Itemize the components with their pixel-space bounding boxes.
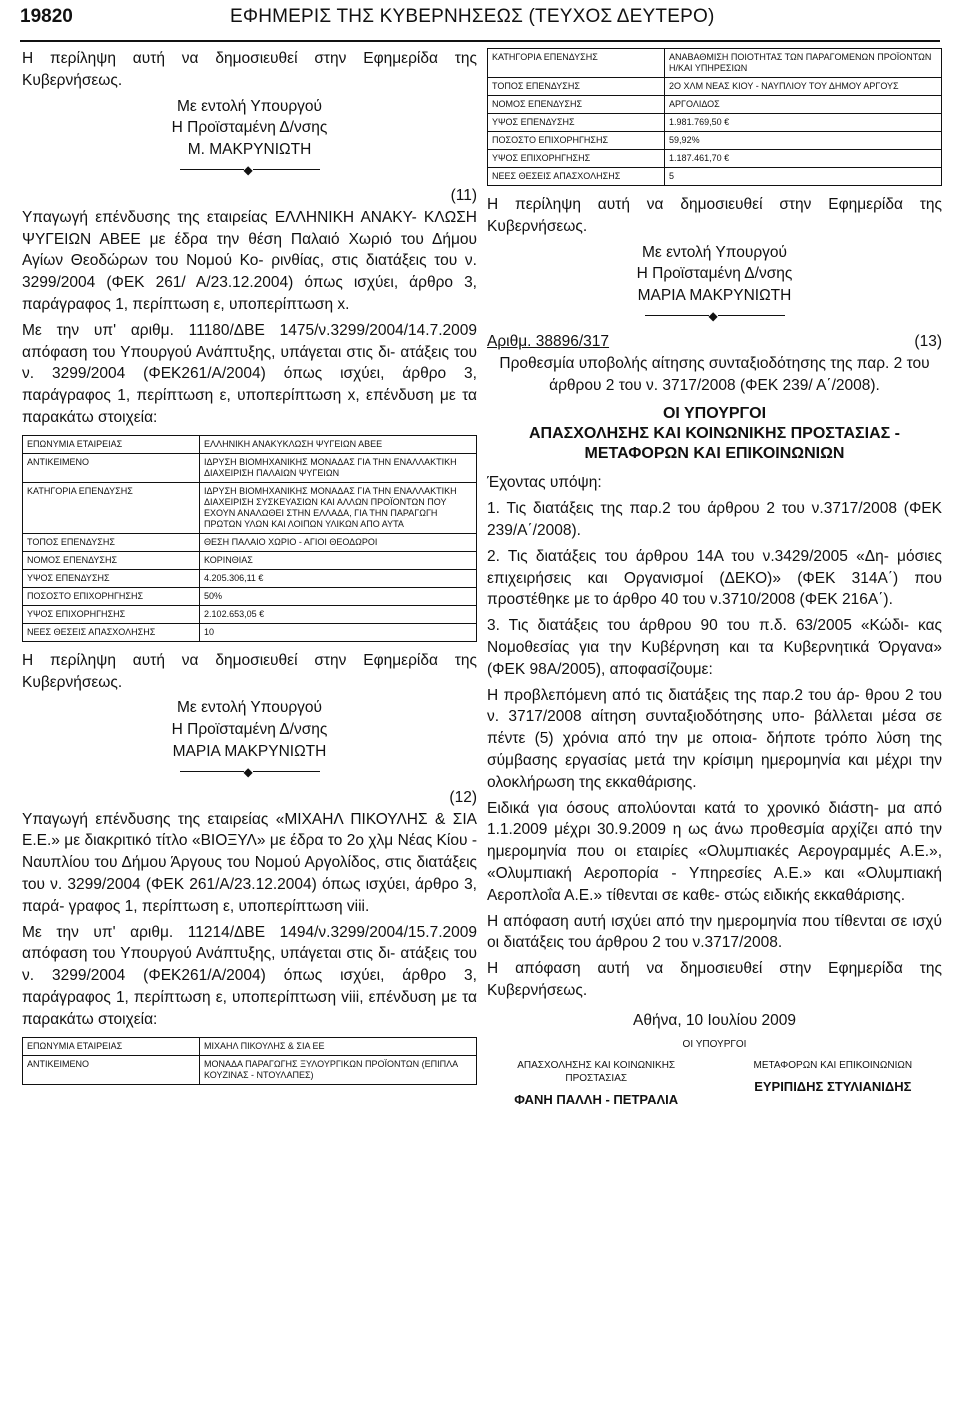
investment-table-12 <box>22 1037 477 1085</box>
section-subject: Υπαγωγή επένδυσης της εταιρείας ΕΛΛΗΝΙΚΗ ΑΝΑΚΥ- ΚΛΩΣΗ ΨΥΓΕΙΩΝ ΑΒΕΕ με έδρα την θέση Παλαιό Χωριό του Δήμου Αγίων Θεοδώρων του Νομού Κο- ρινθίας, στις διατάξεις του ν. 3299/2004 (ΦΕΚ 261/ Α/23.12.2004) όπως ισχύει, άρθρο 3, παράγραφος 1, περίπτωση ε, υποπερίπτωση x. <box>22 208 477 313</box>
signature-name: ΜΑΡΙΑ ΜΑΚΡΥΝΙΩΤΗ <box>172 742 327 760</box>
table-row <box>488 168 942 186</box>
section-divider <box>645 309 785 323</box>
decision-paragraph: Η προβλεπόμενη από τις διατάξεις της παρ.2 του άρ- θρου 2 του ν. 3717/2008 αίτηση συνταξιοδότησης υπο- βάλλεται μέσα σε πέντε (5) χρόνια από την με οποια- δήποτε τρόπο λύση της σύμβασης εργασίας μετά την κρίσιμη ημερομηνία και μέχρι την ολοκλήρωση της εκκαθάρισης. <box>487 686 942 791</box>
left-column <box>22 48 477 1093</box>
table-row <box>488 114 942 132</box>
table-key-cell: ΑΝΤΙΚΕΙΜΕΝΟ <box>23 1055 200 1084</box>
running-title: ΕΦΗΜΕΡΙΣ ΤΗΣ ΚΥΒΕΡΝΗΣΕΩΣ (ΤΕΥΧΟΣ ΔΕΥΤΕΡΟ) <box>230 6 715 27</box>
table-value-cell: ΚΟΡΙΝΘΙΑΣ <box>200 551 477 569</box>
table-row <box>488 49 942 78</box>
table-value-cell: 50% <box>200 587 477 605</box>
table-row <box>488 78 942 96</box>
table-row <box>488 150 942 168</box>
table-value-cell: 59,92% <box>665 132 942 150</box>
section-subject: Προθεσμία υποβολής αίτησης συνταξιοδότησης της παρ. 2 του άρθρου 2 του ν. 3717/2008 (ΦΕΚ 239/ Α΄/2008). <box>499 354 930 394</box>
diamond-icon: ◆ <box>243 162 253 177</box>
consideration-item: 3. Τις διατάξεις του άρθρου 90 του π.δ. 63/2005 «Κώδι- κας Νομοθεσίας για την Κυβέρνηση και τα Κυβερνητικά Όργανα» (ΦΕΚ 98Α/2005), αποφασίζουμε: <box>487 617 942 678</box>
table-key-cell: ΝΟΜΟΣ ΕΠΕΝΔΥΣΗΣ <box>23 551 200 569</box>
table-row <box>23 587 477 605</box>
decision-paragraph: Ειδικά για όσους απολύονται κατά το χρονικό διάστη- μα από 1.1.2009 μέχρι 30.9.2009 η ως άνω προθεσμία αρχίζει από την ημερομηνία που οι εταιρίες «Ολυμπιακές Αερογραμμές Α.Ε.», «Ολυμπιακή Αεροπορία - Υπηρεσίες Α.Ε.» και «Ολυμπιακή Αεροπλοΐα Α.Ε.» τίθενται σε καθε- στώς ειδικής εκκαθάρισης. <box>487 799 942 904</box>
signature-name: Μ. ΜΑΚΡΥΝΙΩΤΗ <box>187 141 312 159</box>
diamond-icon: ◆ <box>243 764 253 779</box>
signatory-ministry: ΑΠΑΣΧΟΛΗΣΗΣ ΚΑΙ ΚΟΙΝΩΝΙΚΗΣ ΠΡΟΣΤΑΣΙΑΣ <box>517 1059 676 1084</box>
publish-note: Η περίληψη αυτή να δημοσιευθεί στην Εφημερίδα της Κυβερνήσεως. <box>22 651 477 691</box>
table-key-cell: ΥΨΟΣ ΕΠΕΝΔΥΣΗΣ <box>23 569 200 587</box>
signature-by-order: Με εντολή Υπουργού <box>177 699 322 717</box>
table-value-cell: 2.102.653,05 € <box>200 605 477 623</box>
table-value-cell: 5 <box>665 168 942 186</box>
table-value-cell: ΙΔΡΥΣΗ ΒΙΟΜΗΧΑΝΙΚΗΣ ΜΟΝΑΔΑΣ ΓΙΑ ΤΗΝ ΕΝΑΛΛΑΚΤΙΚΗ ΔΙΑΧΕΙΡΙΣΗ ΠΑΛΑΙΩΝ ΨΥΓΕΙΩΝ <box>200 453 477 482</box>
table-value-cell: 2Ο ΧΛΜ ΝΕΑΣ ΚΙΟΥ - ΝΑΥΠΛΙΟΥ ΤΟΥ ΔΗΜΟΥ ΑΡΓΟΥΣ <box>665 78 942 96</box>
ministers-title: ΟΙ ΥΠΟΥΡΓΟΙ <box>662 405 767 423</box>
table-key-cell: ΤΟΠΟΣ ΕΠΕΝΔΥΣΗΣ <box>23 533 200 551</box>
page-number: 19820 <box>20 6 73 27</box>
consideration-item: 1. Τις διατάξεις της παρ.2 του άρθρου 2 του ν.3717/2008 (ΦΕΚ 239/Α΄/2008). <box>487 500 942 539</box>
table-key-cell: ΤΟΠΟΣ ΕΠΕΝΔΥΣΗΣ <box>488 78 665 96</box>
table-row <box>23 623 477 641</box>
table-row <box>23 533 477 551</box>
table-value-cell: 10 <box>200 623 477 641</box>
signature-role: Η Προϊσταμένη Δ/νσης <box>171 721 328 739</box>
table-key-cell: ΝΕΕΣ ΘΕΣΕΙΣ ΑΠΑΣΧΟΛΗΣΗΣ <box>488 168 665 186</box>
table-row <box>23 605 477 623</box>
investment-table-11 <box>22 435 477 642</box>
publish-note: Η περίληψη αυτή να δημοσιευθεί στην Εφημερίδα της Κυβερνήσεως. <box>487 196 942 235</box>
table-value-cell: ΙΔΡΥΣΗ ΒΙΟΜΗΧΑΝΙΚΗΣ ΜΟΝΑΔΑΣ ΓΙΑ ΤΗΝ ΕΝΑΛΛΑΚΤΙΚΗ ΔΙΑΧΕΙΡΙΣΗ ΣΥΣΚΕΥΑΣΙΩΝ ΚΑΙ ΑΛΛΩΝ ΠΡΟΪΟΝΤΩΝ ΠΟΥ ΕΧΟΥΝ ΑΝΑΛΩΘΕΙ ΣΤΗΝ ΕΛΛΑΔΑ, ΓΙΑ ΤΗΝ ΠΑΡΑΓΩΓΗ ΠΡΩΤΩΝ ΥΛΩΝ ΚΑΙ ΛΟΙΠΩΝ ΥΛΙΚΩΝ ΑΠΟ ΑΥΤΑ <box>200 482 477 533</box>
ministries-title: ΑΠΑΣΧΟΛΗΣΗΣ ΚΑΙ ΚΟΙΝΩΝΙΚΗΣ ΠΡΟΣΤΑΣΙΑΣ - ΜΕΤΑΦΟΡΩΝ ΚΑΙ ΕΠΙΚΟΙΝΩΝΙΩΝ <box>528 425 901 463</box>
signatory-2 <box>724 1059 942 1106</box>
section-number: (11) <box>450 186 477 204</box>
section-body: Με την υπ' αριθμ. 11214/ΔΒΕ 1494/ν.3299/2004/15.7.2009 απόφαση του Υπουργού Ανάπτυξης, υπάγεται στις δι- ατάξεις του ν. 3299/2004 (ΦΕΚ261/Α/2004) όπως ισχύει, άρθρο 3, παράγραφος 1, περίπτωση ε, υποπερίπτωση viii, επένδυση με τα παρακάτω στοιχεία: <box>22 923 477 1028</box>
section-number: (12) <box>449 788 477 806</box>
signatory-name: ΦΑΝΗ ΠΑΛΛΗ - ΠΕΤΡΑΛΙΑ <box>514 1091 679 1107</box>
signatory-1 <box>487 1059 705 1106</box>
considerations-heading: Έχοντας υπόψη: <box>487 474 602 492</box>
table-key-cell: ΕΠΩΝΥΜΙΑ ΕΤΑΙΡΕΙΑΣ <box>23 1037 200 1055</box>
table-row <box>23 1055 477 1084</box>
signatories <box>487 1059 942 1106</box>
decision-paragraph: Η απόφαση αυτή ισχύει από την ημερομηνία που τίθενται σε ισχύ οι διατάξεις του άρθρου 2 του ν.3717/2008. <box>487 912 942 952</box>
signing-date: Αθήνα, 10 Ιουλίου 2009 <box>633 1011 796 1029</box>
right-column <box>487 48 942 1106</box>
signature-name: ΜΑΡΙΑ ΜΑΚΡΥΝΙΩΤΗ <box>637 287 792 305</box>
table-key-cell: ΕΠΩΝΥΜΙΑ ΕΤΑΙΡΕΙΑΣ <box>23 435 200 453</box>
signatory-ministry: ΜΕΤΑΦΟΡΩΝ ΚΑΙ ΕΠΙΚΟΙΝΩΝΙΩΝ <box>753 1059 913 1071</box>
table-row <box>488 132 942 150</box>
signature-by-order: Με εντολή Υπουργού <box>642 243 787 261</box>
table-value-cell: 1.187.461,70 € <box>665 150 942 168</box>
table-value-cell: ΜΙΧΑΗΛ ΠΙΚΟΥΛΗΣ & ΣΙΑ ΕΕ <box>200 1037 477 1055</box>
table-key-cell: ΠΟΣΟΣΤΟ ΕΠΙΧΟΡΗΓΗΣΗΣ <box>488 132 665 150</box>
section-number: (13) <box>914 332 942 350</box>
ministers-heading <box>487 404 942 464</box>
table-row <box>23 1037 477 1055</box>
table-value-cell: 1.981.769,50 € <box>665 114 942 132</box>
table-key-cell: ΝΟΜΟΣ ΕΠΕΝΔΥΣΗΣ <box>488 96 665 114</box>
table-value-cell: ΑΝΑΒΑΘΜΙΣΗ ΠΟΙΟΤΗΤΑΣ ΤΩΝ ΠΑΡΑΓΟΜΕΝΩΝ ΠΡΟΪΟΝΤΩΝ Η/ΚΑΙ ΥΠΗΡΕΣΙΩΝ <box>665 49 942 78</box>
table-row <box>23 482 477 533</box>
table-key-cell: ΠΟΣΟΣΤΟ ΕΠΙΧΟΡΗΓΗΣΗΣ <box>23 587 200 605</box>
signature-role: Η Προϊσταμένη Δ/νσης <box>636 265 793 283</box>
page-header <box>20 0 940 42</box>
table-row <box>23 453 477 482</box>
signatory-name: ΕΥΡΙΠΙΔΗΣ ΣΤΥΛΙΑΝΙΔΗΣ <box>754 1078 912 1094</box>
signature-role: Η Προϊσταμένη Δ/νσης <box>171 119 328 137</box>
table-key-cell: ΥΨΟΣ ΕΠΙΧΟΡΗΓΗΣΗΣ <box>488 150 665 168</box>
table-value-cell: 4.205.306,11 € <box>200 569 477 587</box>
table-key-cell: ΥΨΟΣ ΕΠΕΝΔΥΣΗΣ <box>488 114 665 132</box>
ministers-label: ΟΙ ΥΠΟΥΡΓΟΙ <box>682 1038 747 1050</box>
table-row <box>23 435 477 453</box>
table-key-cell: ΝΕΕΣ ΘΕΣΕΙΣ ΑΠΑΣΧΟΛΗΣΗΣ <box>23 623 200 641</box>
table-key-cell: ΚΑΤΗΓΟΡΙΑ ΕΠΕΝΔΥΣΗΣ <box>23 482 200 533</box>
section-body: Με την υπ' αριθμ. 11180/ΔΒΕ 1475/ν.3299/2004/14.7.2009 απόφαση του Υπουργού Ανάπτυξης, υπάγεται στις δι- ατάξεις του ν. 3299/2004 (ΦΕΚ261/Α/2004) όπως ισχύει, άρθρο 3, παράγραφος 1, περίπτωση ε, υποπερίπτωση x, επένδυση με τα παρακάτω στοιχεία: <box>22 321 477 426</box>
publish-note: Η περίληψη αυτή να δημοσιευθεί στην Εφημερίδα της Κυβερνήσεως. <box>22 50 477 89</box>
publish-note: Η απόφαση αυτή να δημοσιευθεί στην Εφημερίδα της Κυβερνήσεως. <box>487 960 942 999</box>
table-value-cell: ΕΛΛΗΝΙΚΗ ΑΝΑΚΥΚΛΩΣΗ ΨΥΓΕΙΩΝ ΑΒΕΕ <box>200 435 477 453</box>
table-value-cell: ΑΡΓΟΛΙΔΟΣ <box>665 96 942 114</box>
table-key-cell: ΑΝΤΙΚΕΙΜΕΝΟ <box>23 453 200 482</box>
investment-table-12-continued <box>487 48 942 186</box>
signature-by-order: Με εντολή Υπουργού <box>177 97 322 115</box>
table-key-cell: ΥΨΟΣ ΕΠΙΧΟΡΗΓΗΣΗΣ <box>23 605 200 623</box>
decision-number-row <box>487 331 942 353</box>
table-row <box>23 569 477 587</box>
decision-number: Αριθμ. 38896/317 <box>487 332 610 350</box>
consideration-item: 2. Τις διατάξεις του άρθρου 14Α του ν.3429/2005 «Δη- μόσιες επιχειρήσεις και Οργανισμοί (ΔΕΚΟ)» (ΦΕΚ 314Α΄) που προστέθηκε με το άρθρο 40 του ν.3710/2008 (ΦΕΚ 216Α΄). <box>487 547 942 609</box>
section-divider <box>180 765 320 779</box>
diamond-icon: ◆ <box>708 308 718 323</box>
table-key-cell: ΚΑΤΗΓΟΡΙΑ ΕΠΕΝΔΥΣΗΣ <box>488 49 665 78</box>
table-value-cell: ΘΕΣΗ ΠΑΛΑΙΟ ΧΩΡΙΟ - ΑΓΙΟΙ ΘΕΟΔΩΡΟΙ <box>200 533 477 551</box>
section-subject: Υπαγωγή επένδυσης της εταιρείας «ΜΙΧΑΗΛ ΠΙΚΟΥΛΗΣ & ΣΙΑ Ε.Ε.» με διακριτικό τίτλο «ΒΙΟΞΥΛ» με έδρα το 2ο χλμ Νέας Κίου - Ναυπλίου του Δήμου Άργους του Νομού Αργολίδος, στις διατάξεις του ν. 3299/2004 (ΦΕΚ 261/Α/23.12.2004) όπως ισχύει, άρθρο 3, παρά- γραφος 1, περίπτωση ε, υποπερίπτωση viii. <box>22 810 477 915</box>
table-row <box>488 96 942 114</box>
table-row <box>23 551 477 569</box>
table-value-cell: ΜΟΝΑΔΑ ΠΑΡΑΓΩΓΗΣ ΞΥΛΟΥΡΓΙΚΩΝ ΠΡΟΪΟΝΤΩΝ (ΕΠΙΠΛΑ ΚΟΥΖΙΝΑΣ - ΝΤΟΥΛΑΠΕΣ) <box>200 1055 477 1084</box>
section-divider <box>180 163 320 177</box>
